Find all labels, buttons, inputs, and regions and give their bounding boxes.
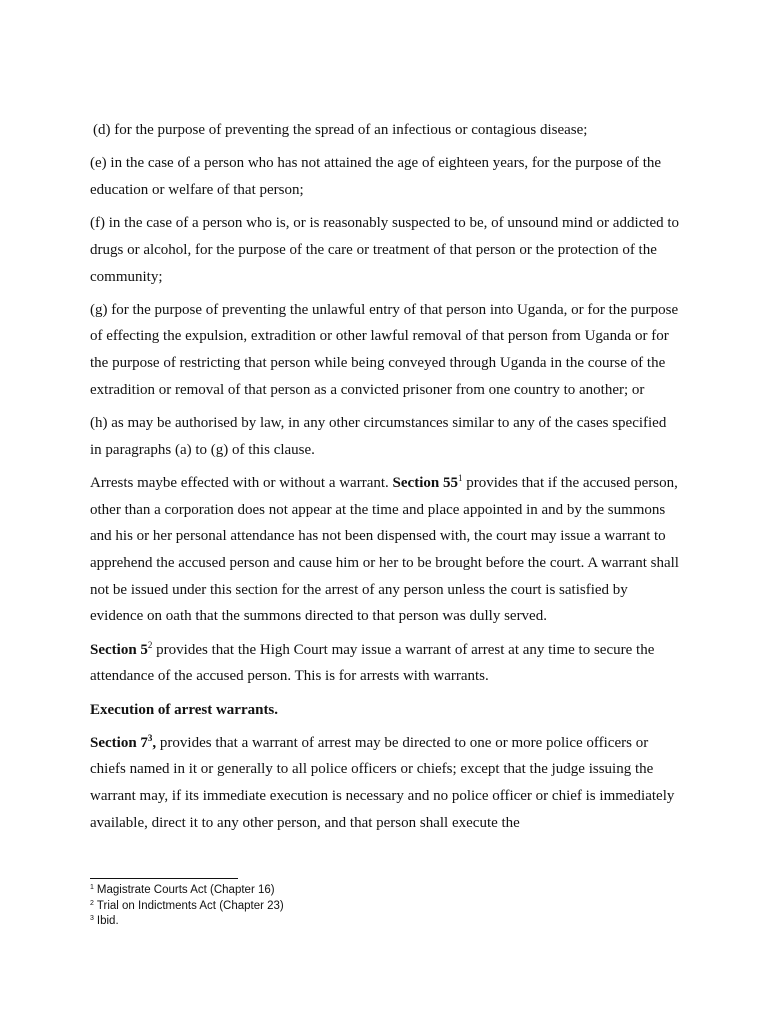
section-55-text: provides that if the accused person, other than a corporation does not appear at the time and place appointed in and by the summons and his or her personal attendance has not been dispensed with, the court may issue a warrant to apprehend the accused person and cause him or her to be brought before the court. A warrant shall not be issued under this section for the arrest of any person unless the court is satisfied by evidence on oath that the summons directed to that person was dully served. (90, 474, 679, 625)
footnotes (90, 883, 490, 930)
clause-g: (g) for the purpose of preventing the unlawful entry of that person into Uganda, or for the purpose of effecting the expulsion, extradition or other lawful removal of that person from Uganda or for the purpose of restricting that person while being conveyed through Uganda in the course of the extradition or removal of that person as a convicted prisoner from one country to another; or (90, 301, 679, 398)
section-5-label: Section 5 (90, 641, 148, 658)
footnote-separator (90, 878, 238, 879)
footnote-text: Ibid. (96, 915, 119, 927)
section-7-comma: , (152, 734, 157, 751)
arrests-paragraph (90, 470, 680, 630)
section-5-text: provides that the High Court may issue a warrant of arrest at any time to secure the attendance of the accused person. This is for arrests with warrants. (90, 641, 655, 685)
footnote-ref-1[interactable]: 1 (457, 472, 463, 483)
footnote-number: 1 (90, 884, 94, 891)
arrests-intro: Arrests maybe effected with or without a warrant. (90, 474, 393, 491)
section-7-text: provides that a warrant of arrest may be directed to one or more police officers or chiefs named in it or generally to all police officers or chiefs; except that the judge issuing the warrant may, if its immediate execution is necessary and no police officer or chief is immediately available, direct it to any other person, and that person shall execute the (90, 734, 675, 831)
heading-text: Execution of arrest warrants. (90, 701, 279, 718)
section-55-label: Section 55 (392, 474, 458, 491)
clause-f: (f) in the case of a person who is, or is reasonably suspected to be, of unsound mind or addicted to drugs or alcohol, for the purpose of the care or treatment of that person or the protection of the community; (90, 215, 680, 285)
document-body (90, 117, 680, 843)
clause-e: (e) in the case of a person who has not attained the age of eighteen years, for the purpose of the education or welfare of that person; (90, 155, 662, 198)
clause-h: (h) as may be authorised by law, in any other circumstances similar to any of the cases specified in paragraphs (a) to (g) of this clause. (90, 415, 667, 458)
footnote-item (90, 914, 490, 930)
footnote-item (90, 883, 490, 899)
footnote-number: 2 (90, 899, 94, 907)
footnote-ref-2[interactable]: 2 (147, 639, 153, 650)
clause-d: (d) for the purpose of preventing the spread of an infectious or contagious disease; (93, 122, 588, 138)
section-7-label: Section 7 (90, 734, 148, 751)
section-heading (90, 697, 680, 724)
footnote-number: 3 (90, 915, 94, 922)
footnote-text: Trial on Indictments Act (Chapter 23) (96, 899, 284, 912)
section-5-paragraph (90, 637, 680, 690)
section-7-paragraph (90, 730, 680, 837)
footnote-ref-3[interactable]: 3 (147, 732, 153, 743)
footnote-text: Magistrate Courts Act (Chapter 16) (96, 884, 275, 896)
footnote-item (90, 899, 490, 915)
